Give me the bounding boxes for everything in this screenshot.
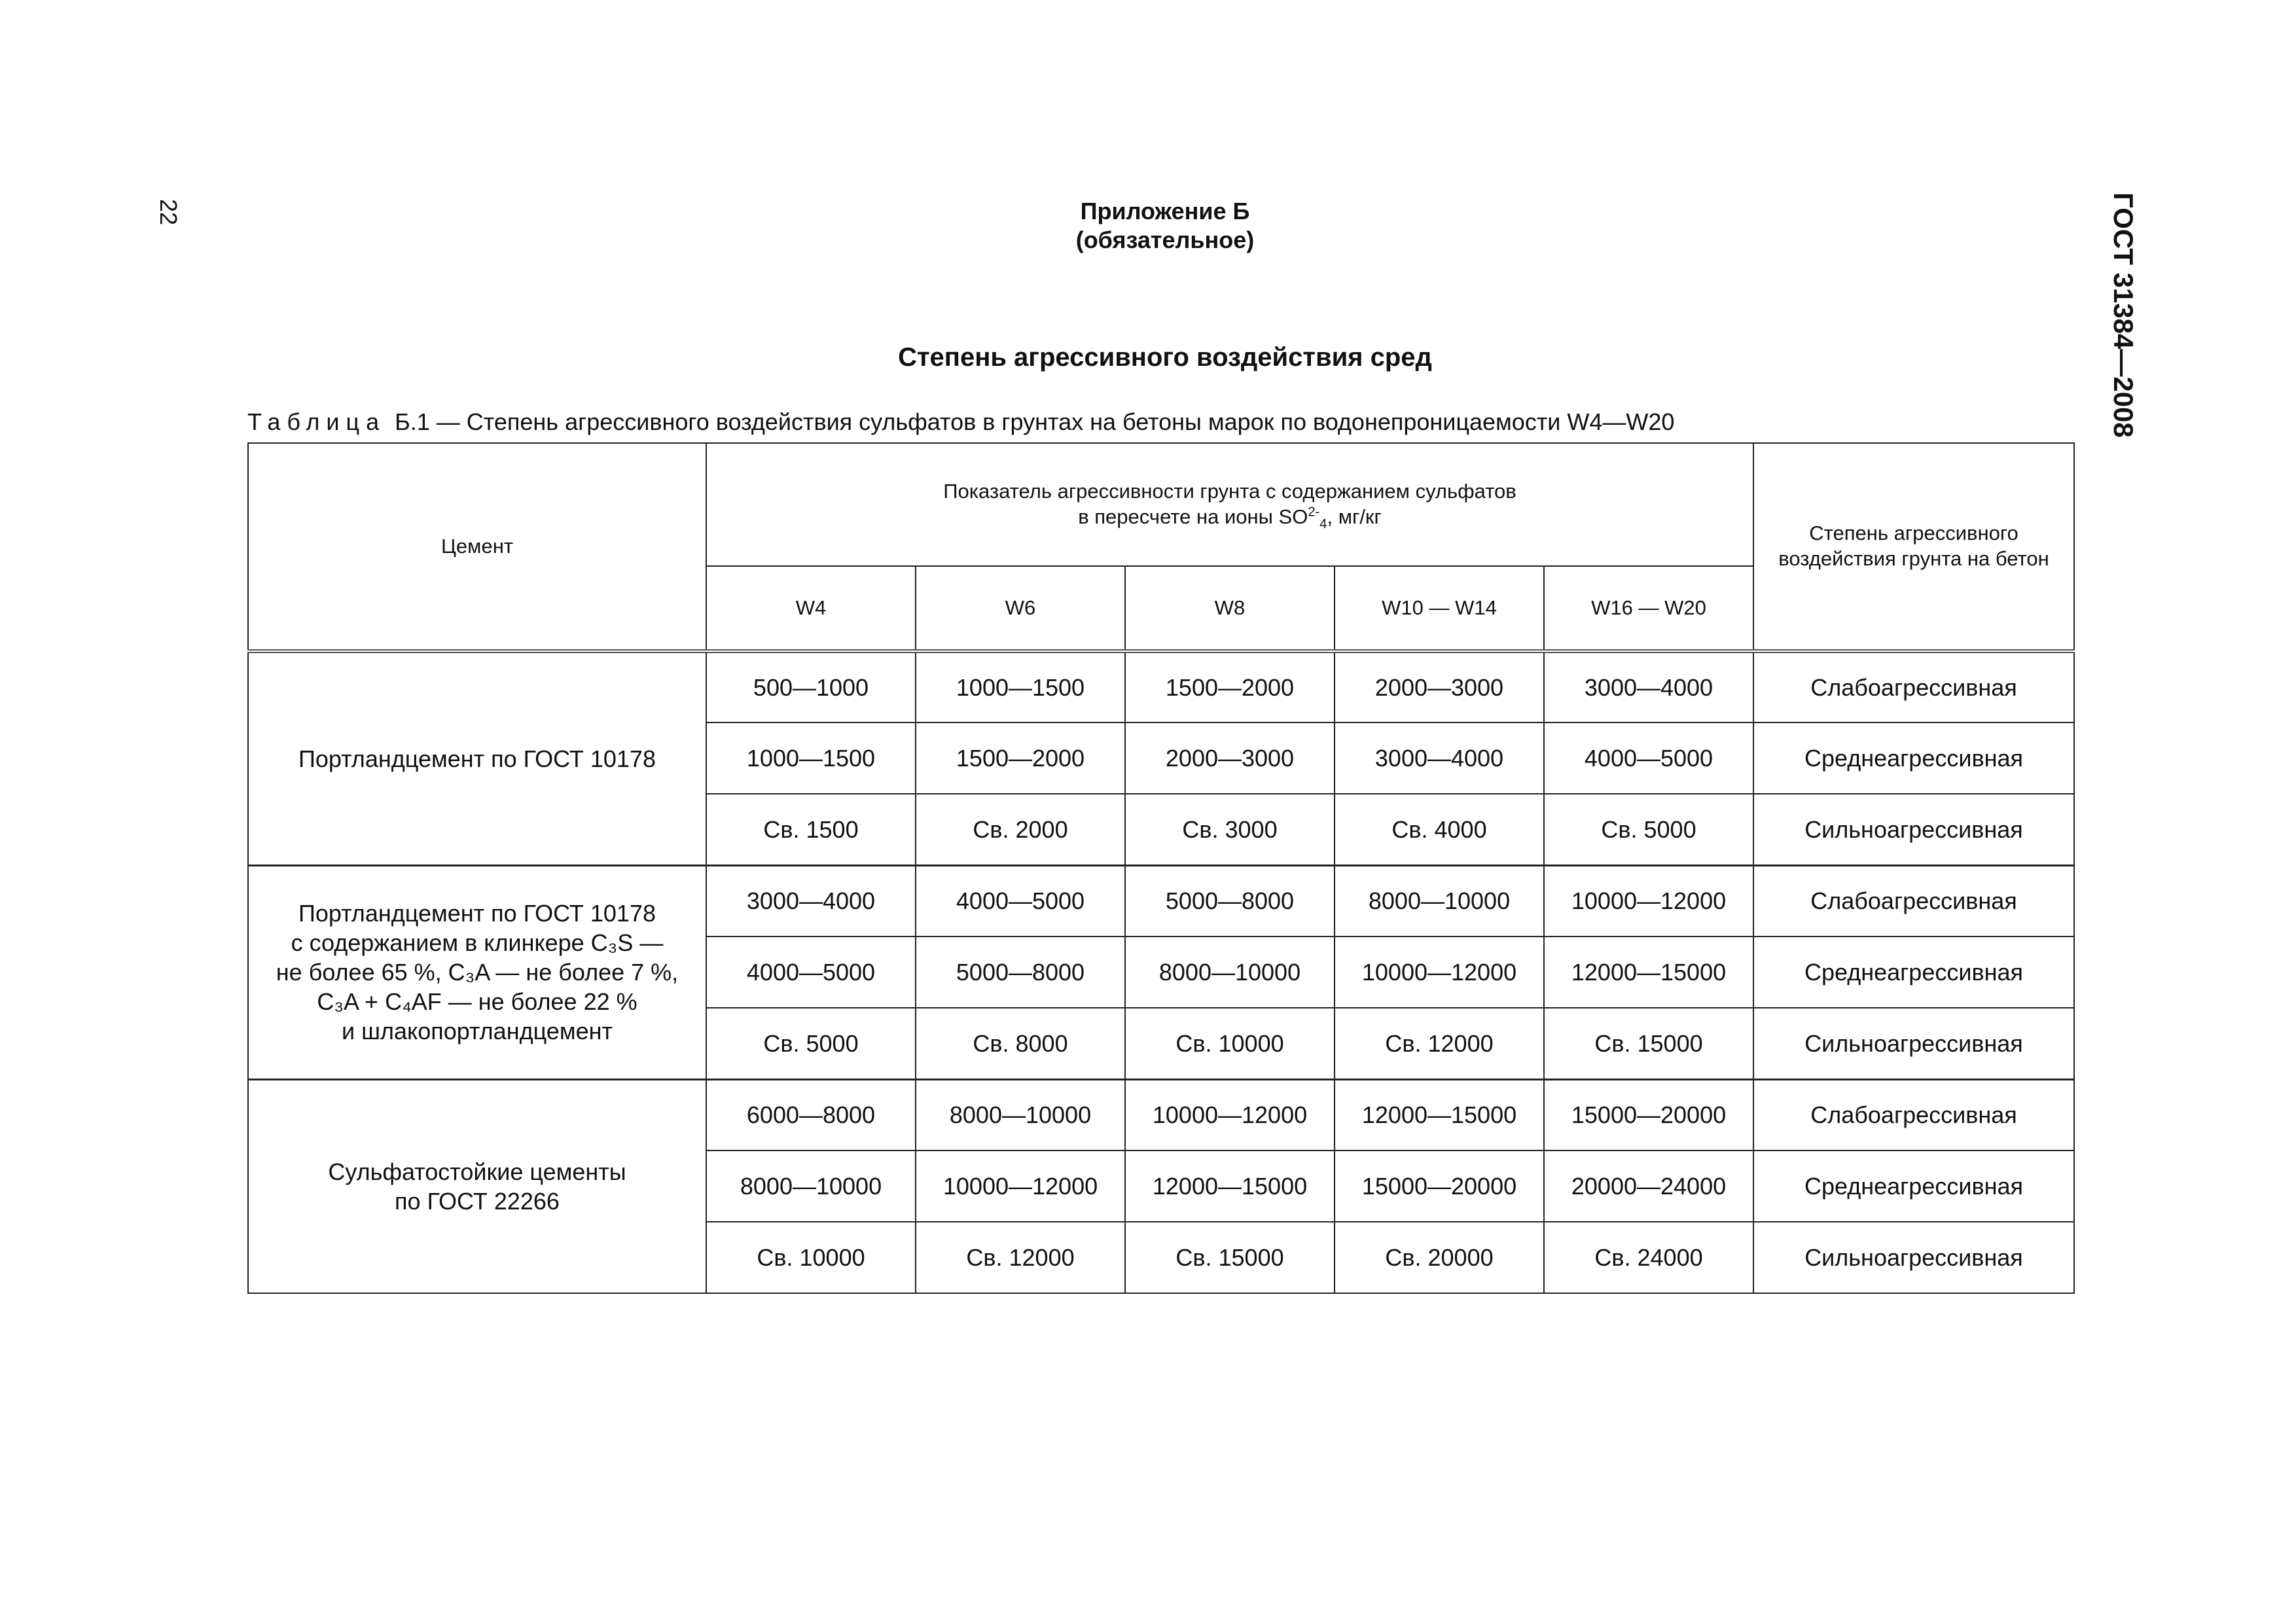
aggressiveness-degree-cell: Среднеагрессивная — [1753, 936, 2074, 1008]
sulfate-range-cell: 8000—10000 — [706, 1150, 916, 1222]
sulfate-range-cell: 15000—20000 — [1335, 1150, 1544, 1222]
aggressiveness-degree-cell: Сильноагрессивная — [1753, 794, 2074, 865]
sulfate-range-cell: 8000—10000 — [1335, 865, 1544, 936]
cement-type-line: Сульфатостойкие цементы — [328, 1158, 626, 1185]
sulfate-range-cell: Св. 12000 — [916, 1222, 1125, 1293]
cement-type-line: не более 65 %, C₃A — не более 7 %, — [276, 959, 679, 986]
sulfate-range-cell: 6000—8000 — [706, 1079, 916, 1150]
sulfate-range-cell: 1500—2000 — [916, 722, 1125, 794]
header-grade: W6 — [916, 566, 1125, 651]
cement-type-line: Портландцемент по ГОСТ 10178 — [298, 745, 656, 772]
sulfate-range-cell: Св. 12000 — [1335, 1008, 1544, 1079]
sulfate-range-cell: Св. 8000 — [916, 1008, 1125, 1079]
aggressiveness-degree-cell: Слабоагрессивная — [1753, 651, 2074, 722]
sulfate-range-cell: 1500—2000 — [1125, 651, 1335, 722]
sulfate-range-cell: 3000—4000 — [1335, 722, 1544, 794]
table-row — [248, 651, 2074, 722]
header-grade: W10 — W14 — [1335, 566, 1544, 651]
page-number: 22 — [155, 199, 182, 226]
sulfate-range-cell: 3000—4000 — [1544, 651, 1753, 722]
document-id: ГОСТ 31384—2008 — [2108, 192, 2139, 438]
sulfate-range-cell: 10000—12000 — [916, 1150, 1125, 1222]
sulfate-range-cell: Св. 20000 — [1335, 1222, 1544, 1293]
cement-type-cell — [248, 651, 706, 865]
cement-type-line: по ГОСТ 22266 — [395, 1187, 560, 1215]
sulfate-range-cell: Св. 15000 — [1544, 1008, 1753, 1079]
appendix-status: (обязательное) — [1075, 226, 1255, 253]
cement-type-line: C₃A + C₄AF — не более 22 % — [317, 988, 637, 1015]
sulfate-range-cell: Св. 10000 — [1125, 1008, 1335, 1079]
header-indicator-prefix: в пересчете на ионы SO — [1078, 505, 1308, 528]
sulfate-range-cell: 5000—8000 — [1125, 865, 1335, 936]
table-body — [248, 651, 2074, 1293]
cement-type-line: Портландцемент по ГОСТ 10178 — [298, 900, 656, 927]
aggressiveness-degree-cell: Слабоагрессивная — [1753, 865, 2074, 936]
header-indicator — [706, 443, 1753, 566]
header-grade: W16 — W20 — [1544, 566, 1753, 651]
sulfate-range-cell: 1000—1500 — [706, 722, 916, 794]
header-indicator-line2 — [711, 505, 1749, 530]
sulfate-range-cell: Св. 15000 — [1125, 1222, 1335, 1293]
sulfate-aggressiveness-table — [247, 442, 2075, 1294]
sulfate-range-cell: 10000—12000 — [1125, 1079, 1335, 1150]
header-indicator-suffix: , мг/кг — [1327, 505, 1382, 528]
sulfate-range-cell: Св. 1500 — [706, 794, 916, 865]
sulfate-range-cell: 1000—1500 — [916, 651, 1125, 722]
table-row — [248, 865, 2074, 936]
sulfate-range-cell: 8000—10000 — [916, 1079, 1125, 1150]
sulfate-range-cell: 2000—3000 — [1125, 722, 1335, 794]
appendix-title: Приложение Б — [1080, 198, 1250, 224]
sulfate-range-cell: Св. 3000 — [1125, 794, 1335, 865]
header-grade: W4 — [706, 566, 916, 651]
sulfate-range-cell: Св. 24000 — [1544, 1222, 1753, 1293]
sulfate-range-cell: 4000—5000 — [916, 865, 1125, 936]
cement-type-line: с содержанием в клинкере C₃S — — [291, 929, 664, 956]
table-caption-text: Б.1 — Степень агрессивного воздействия сульфатов в грунтах на бетоны марок по водонепроницаемости W4—W20 — [395, 408, 1675, 435]
header-grade: W8 — [1125, 566, 1335, 651]
sulfate-range-cell: Св. 4000 — [1335, 794, 1544, 865]
sulfate-range-cell: Св. 2000 — [916, 794, 1125, 865]
cement-type-cell — [248, 1079, 706, 1293]
sulfate-range-cell: 15000—20000 — [1544, 1079, 1753, 1150]
header-indicator-line1: Показатель агрессивности грунта с содержанием сульфатов — [943, 480, 1516, 503]
cement-type-line: и шлакопортландцемент — [342, 1018, 613, 1044]
sulfate-range-cell: 12000—15000 — [1544, 936, 1753, 1008]
sulfate-range-cell: Св. 10000 — [706, 1222, 916, 1293]
sulfate-range-cell: 4000—5000 — [1544, 722, 1753, 794]
header-indicator-sup: 2- — [1308, 505, 1320, 520]
sulfate-range-cell: 12000—15000 — [1125, 1150, 1335, 1222]
sulfate-range-cell: 500—1000 — [706, 651, 916, 722]
aggressiveness-degree-cell: Среднеагрессивная — [1753, 722, 2074, 794]
aggressiveness-degree-cell: Среднеагрессивная — [1753, 1150, 2074, 1222]
table-caption-label: Таблица — [247, 408, 386, 435]
sulfate-range-cell: Св. 5000 — [1544, 794, 1753, 865]
sulfate-range-cell: 10000—12000 — [1544, 865, 1753, 936]
header-degree: Степень агрессивного воздействия грунта на бетон — [1753, 443, 2074, 651]
cement-type-cell — [248, 865, 706, 1079]
header-cement: Цемент — [248, 443, 706, 651]
sulfate-range-cell: 2000—3000 — [1335, 651, 1544, 722]
header-indicator-sub: 4 — [1319, 517, 1327, 532]
sulfate-range-cell: 20000—24000 — [1544, 1150, 1753, 1222]
sulfate-range-cell: 5000—8000 — [916, 936, 1125, 1008]
sulfate-range-cell: 8000—10000 — [1125, 936, 1335, 1008]
table-caption — [247, 408, 1674, 436]
aggressiveness-degree-cell: Слабоагрессивная — [1753, 1079, 2074, 1150]
table-row — [248, 1079, 2074, 1150]
aggressiveness-degree-cell: Сильноагрессивная — [1753, 1222, 2074, 1293]
sulfate-range-cell: Св. 5000 — [706, 1008, 916, 1079]
aggressiveness-degree-cell: Сильноагрессивная — [1753, 1008, 2074, 1079]
section-title: Степень агрессивного воздействия сред — [898, 343, 1432, 372]
sulfate-range-cell: 10000—12000 — [1335, 936, 1544, 1008]
sulfate-range-cell: 12000—15000 — [1335, 1079, 1544, 1150]
sulfate-range-cell: 3000—4000 — [706, 865, 916, 936]
sulfate-range-cell: 4000—5000 — [706, 936, 916, 1008]
